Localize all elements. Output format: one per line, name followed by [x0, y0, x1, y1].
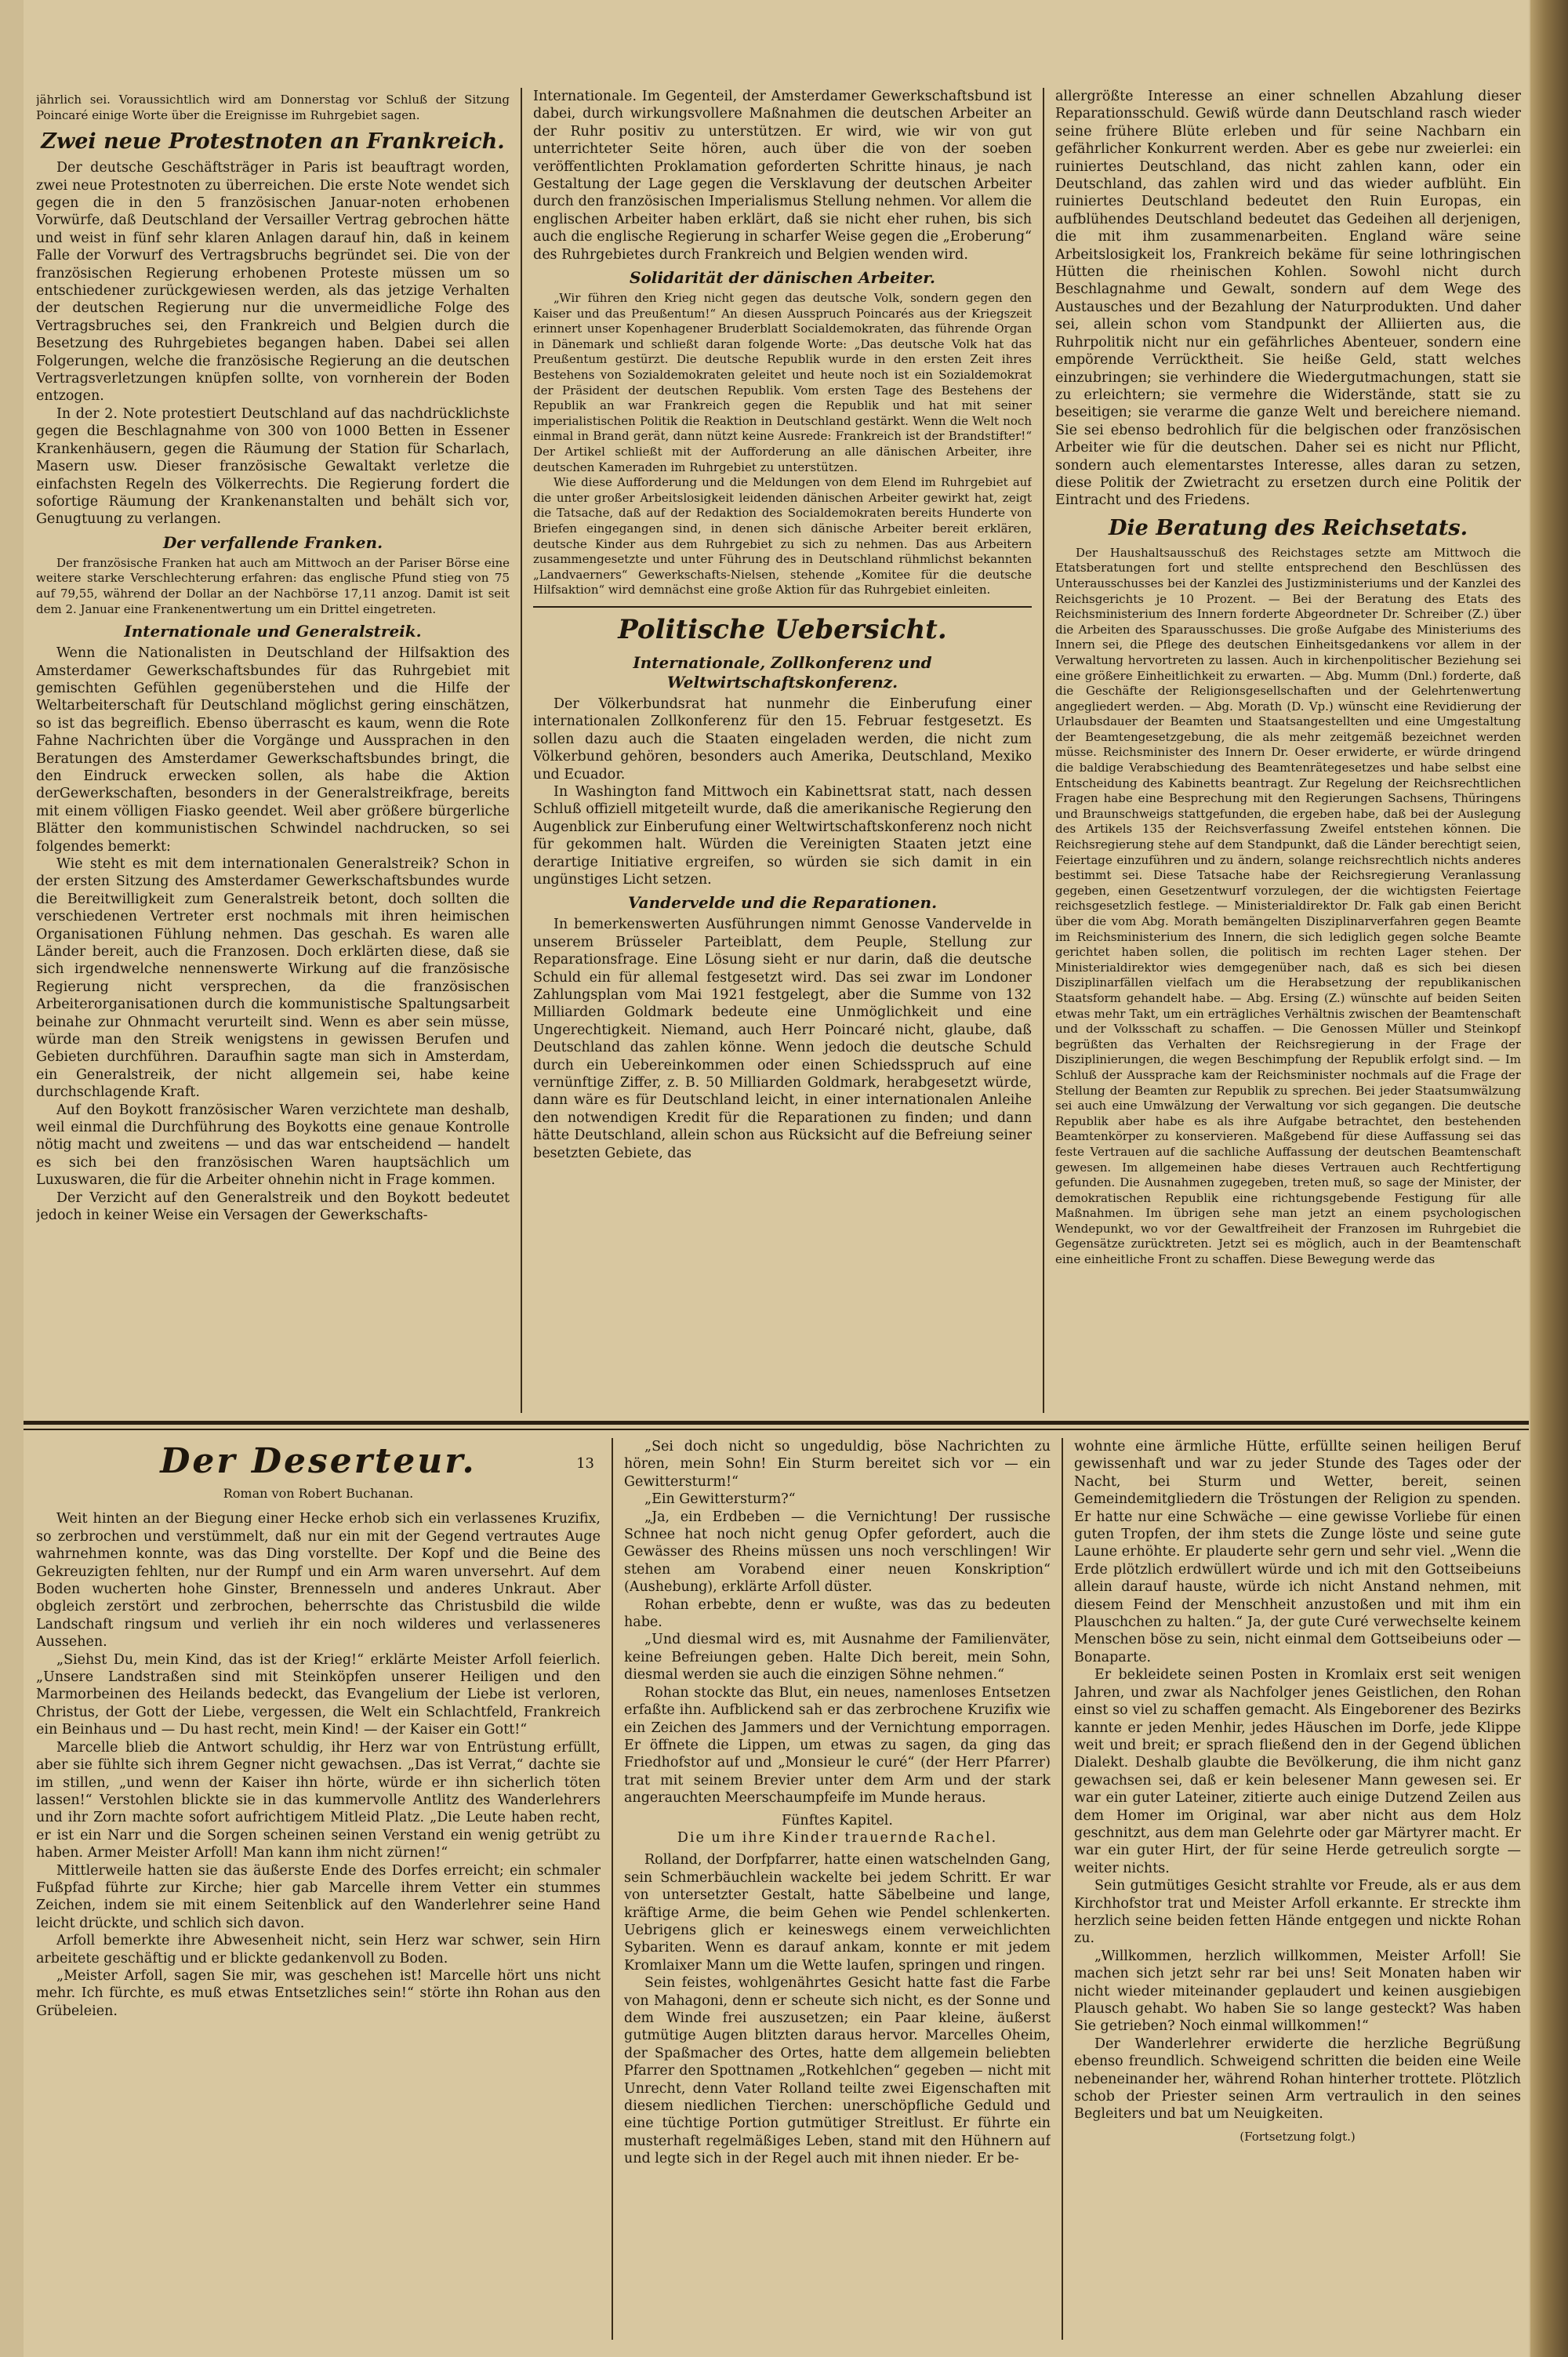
- headline-daenische-arbeiter: Solidarität der dänischen Arbeiter.: [630, 268, 935, 288]
- paragraph: „Meister Arfoll, sagen Sie mir, was geschehen ist! Marcelle hört uns nicht mehr. Ich fürchte, es muß etwas Entsetzliches sein!“ störte ihn Rohan aus den Grübeleien.: [36, 1967, 601, 2019]
- paragraph: „Und diesmal wird es, mit Ausnahme der Familienväter, keine Befreiungen geben. Halte Dich bereit, mein Sohn, diesmal werden sie auch die einzigen Söhne nehmen.“: [624, 1632, 1051, 1683]
- paragraph: Der Haushaltsausschuß des Reichstages setzte am Mittwoch die Etatsberatungen fort und stellte entsprechend den Beschlüssen des Unterausschusses bei der Kanzlei des Justizministeriums und der Kanzlei des Reichsgerichts je 10 Prozent. — Bei der Beratung des Etats des Reichsministerium des Innern forderte Abgeordneter Dr. Schreiber (Z.) über die Arbeiten des Sparausschusses. Die große Aufgabe des Ministeriums des Innern sei, die Pflege des deutschen Einheitsgedankens vor allem in der Verwaltung hervortreten zu lassen. Auch in kirchenpolitischer Beziehung sei eine größere Einheitlichkeit zu erwarten. — Abg. Mumm (Dnl.) forderte, daß die Geschäfte der Religionsgesellschaften und der Gelehrtenwertung angegliedert werden. — Abg. Morath (D. Vp.) wünscht eine Revidierung der Urlaubsdauer der Beamten und Staatsangestellten und eine Umgestaltung der Beamtengesetzgebung, die als mehr zeitgemäß bezeichnet werden müsse. Reichsminister des Innern Dr. Oeser erwiderte, er würde dringend die baldige Verabschiedung des Beamtenrätegesetzes und habe selbst eine Entscheidung des Kabinetts beantragt. Zur Regelung der Reichsrechtlichen Fragen habe eine Besprechung mit den Regierungen Sachsens, Thüringens und Braunschweigs stattgefunden, die ergeben habe, daß bei der Auslegung des Artikels 135 der Reichsverfassung Zweifel entstehen können. Die Reichsregierung stehe auf dem Standpunkt, daß die Länder berechtigt seien, Feiertage einzuführen und zu ändern, solange reichsrechtlich nichts anderes bestimmt sei. Diese Tatsache habe der Reichsregierung Veranlassung gegeben, einen Gesetzentwurf vorzulegen, der die wichtigsten Feiertage reichsgesetzlich festlege. — Ministerialdirektor Dr. Falk gab einen Bericht über die vom Abg. Morath bemängelten Disziplinarverfahren gegen Beamte im Reichsministerium des Innern, die sich lediglich gegen solche Beamte gerichtet haben sollen, die politisch im rechten Lager stehen. Der Ministerialdirektor wies demgegenüber nach, daß es sich bei diesen Disziplinarfällen vielfach um die Herabsetzung der republikanischen Staatsform gehandelt habe. — Abg. Ersing (Z.) wünschte auf beiden Seiten etwas mehr Takt, um ein erträgliches Verhältnis zwischen der Beamtenschaft und der Volksschaft zu schaffen. — Die Genossen Müller und Steinkopf begrüßten das Verhalten der Reichsregierung in der Frage der Disziplinierungen, die wegen Beschimpfung der Republik erfolgt sind. — Im Schluß der Aussprache kam der Reichsminister nochmals auf die Frage der Stellung der Beamten zur Republik zu sprechen. Bei jeder Staatsumwälzung sei auch eine Umwälzung der Verwaltung vor sich gegangen. Die deutsche Republik aber habe es als ihre Aufgabe betrachtet, den bestehenden Beamtenkörper zu konservieren. Maßgebend für diese Auffassung sei das feste Vertrauen auf die sachliche Auffassung der deutschen Beamtenschaft gewesen. Im allgemeinen habe dieses Vertrauen auch Rechtfertigung gefunden. Die Ausnahmen zugegeben, treten muß, so sage der Minister, der demokratischen Republik eine richtungsgebende Festigung für alle Maßnahmen. Im übrigen sehe man jetzt an einem psychologischen Wendepunkt, wo vor der Gewaltfreiheit der Franzosen im Ruhrgebiet die Gegensätze zurücktreten. Jetzt sei es möglich, auch in der Beamtenschaft eine einheitliche Front zu schaffen. Diese Bewegung werde das: [1055, 545, 1521, 1267]
- top-column-1: [36, 93, 510, 1410]
- paragraph: Er bekleidete seinen Posten in Kromlaix erst seit wenigen Jahren, und zwar als Nachfolger jenes Geistlichen, den Rohan einst so viel zu schaffen gemacht. Als Eingeborener des Bezirks kannte er jeden Menhir, jedes Häuschen im Dorfe, jede Klippe weit und breit; er sprach fließend den in der Gegend üblichen Dialekt. Deshalb glaubte die Bevölkerung, die ihm nicht ganz gewachsen sei, daß er kein belesener Mann gewesen sei. Er war ein guter Lateiner, zitierte auch einige Dutzend Zeilen aus dem Homer im Original, war aber nicht aus dem Holz geschnitzt, aus dem man Gelehrte oder gar Märtyrer macht. Er war ein guter Hirt, der für seine Herde getreulich sorgte — weiter nichts.: [1074, 1667, 1521, 1876]
- paragraph: Auf den Boykott französischer Waren verzichtete man deshalb, weil einmal die Durchführung des Boykotts eine genaue Kontrolle nötig macht und zweitens — und das war entscheidend — handelt es sich bei den französischen Waren hauptsächlich um Luxuswaren, die für die Arbeiter ohnehin nicht in Frage kommen.: [36, 1102, 510, 1189]
- intro-text: jährlich sei. Voraussichtlich wird am Donnerstag vor Schluß der Sitzung Poincaré einige Worte über die Ereignisse im Ruhrgebiet sagen.: [36, 93, 510, 122]
- paragraph: Der deutsche Geschäftsträger in Paris ist beauftragt worden, zwei neue Protestnoten zu überreichen. Die erste Note wendet sich gegen die in den 5 französischen Januar-noten erhobenen Vorwürfe, daß Deutschland der Versailler Vertrag gebrochen hätte und weist in fünf sehr klaren Anlagen darauf hin, daß in keinem Falle der Vorwurf des Vertragsbruchs begründet sei. Die von der französischen Regierung erhobenen Proteste müssen um so entschiedener zurückgewiesen werden, als das jetzige Verhalten der deutschen Regierung nur die unvermeidliche Folge des Vertragsbruches sei, den Frankreich und Belgien durch die Besetzung des Ruhrgebietes begangen haben. Dabei sei allen Folgerungen, welche die französische Regierung an die deutschen Vertragsverletzungen knüpfen sollte, von vornherein der Boden entzogen.: [36, 160, 510, 405]
- section-divider: [24, 1421, 1529, 1425]
- column-rule: [1062, 1438, 1063, 2340]
- paragraph: Arfoll bemerkte ihre Abwesenheit nicht, sein Herz war schwer, sein Hirn arbeitete geschäftig und er blickte gedankenvoll zu Boden.: [36, 1933, 601, 1967]
- serial-column-3: [1074, 1438, 1521, 2340]
- serial-column-1: [36, 1438, 601, 2340]
- top-column-3: [1055, 88, 1521, 1413]
- paragraph: In Washington fand Mittwoch ein Kabinettsrat statt, nach dessen Schluß offiziell mitgeteilt wurde, daß die amerikanische Regierung den Augenblick zur Einberufung einer Weltwirtschaftskonferenz noch nicht für gekommen halt. Würden die Vereinigten Staaten jetzt eine derartige Initiative ergreifen, so würden sie sich damit in ein ungünstiges Licht setzen.: [533, 783, 1032, 888]
- headline-franken: Der verfallende Franken.: [162, 532, 383, 552]
- chapter-heading: Fünftes Kapitel.: [782, 1812, 893, 1829]
- paragraph: Rohan stockte das Blut, ein neues, namenloses Entsetzen erfaßte ihn. Aufblickend sah er das zerbrochene Kruzifix wie ein Zeichen des Jammers und der Vernichtung emporragen. Er öffnete die Lippen, um etwas zu sagen, da ging das Friedhofstor auf und „Monsieur le curé“ (der Herr Pfarrer) trat mit seinem Brevier unter dem Arm und der stark angerauchten Meerschaumpfeife im Munde heraus.: [624, 1684, 1051, 1807]
- top-column-2: [533, 88, 1032, 1413]
- serial-title: Der Deserteur.: [160, 1441, 477, 1481]
- headline-zollkonferenz: Internationale, Zollkonferenz und Weltwirtschaftskonferenz.: [633, 652, 932, 692]
- paragraph: „Willkommen, herzlich willkommen, Meister Arfoll! Sie machen sich jetzt sehr rar bei uns! Seit Monaten haben wir nicht wieder miteinander geplaudert und keinen ausgiebigen Plausch gehabt. Wo haben Sie so lange gesteckt? Was haben Sie getrieben? Noch einmal willkommen!“: [1074, 1948, 1521, 2035]
- section-title-politische-uebersicht: Politische Uebersicht.: [533, 606, 1032, 645]
- continuation-note: (Fortsetzung folgt.): [1240, 2129, 1356, 2144]
- paragraph: Rolland, der Dorfpfarrer, hatte einen watschelnden Gang, sein Schmerbäuchlein wackelte bei jedem Schritt. Er war von untersetzter Gestalt, hatte Säbelbeine und lange, kräftige Arme, die beim Gehen wie Pendel schlenkerten. Uebrigens glich er keineswegs einem verweichlichten Sybariten. Wenn es darauf ankam, konnte er mit jedem Kromlaixer Mann um die Wette laufen, springen und ringen.: [624, 1852, 1051, 1974]
- section-divider-thin: [24, 1429, 1529, 1430]
- paragraph: Wenn die Nationalisten in Deutschland der Hilfsaktion des Amsterdamer Gewerkschaftsbundes für das Ruhrgebiet mit gemischten Gefühlen gegenüberstehen und die Hilfe der Weltarbeiterschaft für Deutschland möglichst gering einschätzen, so ist das begreiflich. Ebenso überrascht es kaum, wenn die Rote Fahne Nachrichten über die Vorgänge und Aussprachen in den Beratungen des Amsterdamer Gewerkschaftsbundes bringt, die den Eindruck erwecken sollen, als habe die Aktion derGewerkschaften, besonders in der Generalstreikfrage, bereits mit einem völligen Fiasko geendet. Weil aber größere bürgerliche Blätter den kommunistischen Schwindel nachdrucken, so sei folgendes bemerkt:: [36, 645, 510, 855]
- paragraph: Rohan erbebte, denn er wußte, was das zu bedeuten habe.: [624, 1596, 1051, 1631]
- paragraph: Wie diese Aufforderung und die Meldungen von dem Elend im Ruhrgebiet auf die unter großer Arbeitslosigkeit leidenden dänischen Arbeiter gewirkt hat, zeigt die Tatsache, daß auf der Redaktion des Socialdemokraten bereits Hunderte von Briefen eingegangen sind, in denen sich dänische Arbeiter bereit erklären, deutsche Kinder aus dem Ruhrgebiet zu sich zu nehmen. Das aus Arbeitern zusammengesetzte und unter Führung des in Deutschland rühmlichst bekannten „Landvaerners“ Gewerkschafts-Nielsen, stehende „Komitee für die deutsche Hilfsaktion“ wird demnächst eine große Aktion für das Ruhrgebiet einleiten.: [533, 475, 1032, 597]
- paragraph: Sein gutmütiges Gesicht strahlte vor Freude, als er aus dem Kirchhofstor trat und Meister Arfoll erkannte. Er streckte ihm herzlich seine beiden fetten Hände entgegen und nickte Rohan zu.: [1074, 1878, 1521, 1947]
- serial-column-2: [624, 1438, 1051, 2340]
- serial-byline: Roman von Robert Buchanan.: [223, 1486, 414, 1501]
- headline-protest: Zwei neue Protestnoten an Frankreich.: [41, 129, 505, 154]
- serial-installment-number: 13: [576, 1455, 594, 1472]
- paragraph: Der Völkerbundsrat hat nunmehr die Einberufung einer internationalen Zollkonferenz für den 15. Februar festgesetzt. Es sollen dazu auch die Staaten eingeladen werden, die nicht zum Völkerbund gehören, besonders auch Amerika, Deutschland, Mexiko und Ecuador.: [533, 695, 1032, 783]
- column-rule: [1043, 88, 1044, 1413]
- paragraph: Marcelle blieb die Antwort schuldig, ihr Herz war von Entrüstung erfüllt, aber sie fühlte sich ihrem Gegner nicht gewachsen. „Das ist Verrat,“ dachte sie im stillen, „und wenn der Kaiser ihn hörte, würde er ihn sicherlich töten lassen!“ Verstohlen blickte sie in das kummervolle Antlitz des Wanderlehrers und ihr Zorn machte sofort aufrichtigem Mitleid Platz. „Die Leute haben recht, er ist ein Narr und die Sorgen scheinen seinen Verstand ein wenig getrübt zu haben. Armer Meister Arfoll! Man kann ihm nicht zürnen!“: [36, 1739, 601, 1861]
- paragraph: Internationale. Im Gegenteil, der Amsterdamer Gewerkschaftsbund ist dabei, durch wirkungsvollere Maßnahmen die deutschen Arbeiter an der Ruhr positiv zu unterstützen. Er wird, wie wir von gut unterrichteter Seite hören, auch über die von der soeben veröffentlichten Proklamation geforderten Schritte hinaus, je nach Gestaltung der Lage gegen die Versklavung der deutschen Arbeiter durch den französischen Imperialismus Stellung nehmen. Vor allem die englischen Arbeiter haben erklärt, daß sie nicht eher ruhen, bis sich auch die englische Regierung in scharfer Weise gegen die „Eroberung“ des Ruhrgebietes durch Frankreich und Belgien wenden wird.: [533, 89, 1032, 263]
- paragraph: Der Verzicht auf den Generalstreik und den Boykott bedeutet jedoch in keiner Weise ein Versagen der Gewerkschafts-: [36, 1189, 510, 1224]
- paragraph: Wie steht es mit dem internationalen Generalstreik? Schon in der ersten Sitzung des Amsterdamer Gewerkschaftsbundes wurde die Bereitwilligkeit zum Generalstreik betont, doch sollten die verschiedenen Vertreter erst nochmals mit ihren heimischen Organisationen Fühlung nehmen. Das geschah. Es waren alle Länder bereit, auch die Franzosen. Doch erklärten diese, daß sie sich irgendwelche nennenswerte Wirkung auf die französische Regierung nicht versprechen, da die französischen Arbeiterorganisationen durch die kommunistische Spaltungsarbeit beinahe zur Ohnmacht verurteilt sind. Wenn es aber sein müsse, würde man den Streik wenigstens in gewissen Berufen und Gebieten durchführen. Daraufhin sagte man sich in Amsterdam, ein Generalstreik, der nicht allgemein sei, habe keine durchschlagende Kraft.: [36, 855, 510, 1101]
- headline-vandervelde: Vandervelde und die Reparationen.: [627, 893, 938, 913]
- paragraph: „Ein Gewittersturm?“: [644, 1491, 796, 1508]
- paragraph: Mittlerweile hatten sie das äußerste Ende des Dorfes erreicht; ein schmaler Fußpfad führte zur Kirche; hier gab Marcelle ihrem Vetter ein stummes Zeichen, indem sie mit einem Seitenblick auf den Wanderlehrer seine Hand leicht drückte, und schlich sich davon.: [36, 1862, 601, 1931]
- column-rule: [521, 88, 522, 1413]
- headline-reichsetat: Die Beratung des Reichsetats.: [1109, 515, 1468, 540]
- paragraph: „Wir führen den Krieg nicht gegen das deutsche Volk, sondern gegen den Kaiser und das Preußentum!“ An diesen Ausspruch Poincarés aus der Kriegszeit erinnert unser Kopenhagener Bruderblatt Socialdemokraten, das führende Organ in Dänemark und schließt daran folgende Worte: „Das deutsche Volk hat das Preußentum gestürzt. Die deutsche Republik wurde in den ersten Zeit ihres Bestehens von Sozialdemokraten geleitet und heute noch ist ein Sozialdemokrat der Präsident der deutschen Republik. Vom ersten Tage des Bestehens der Republik an war Frankreich gegen die Republik und hat mit seiner imperialistischen Politik die Reaktion in Deutschland gestärkt. Wenn die Welt noch einmal in Brand gerät, dann nützt keine Ausrede: Frankreich ist der Brandstifter!“ Der Artikel schließt mit der Aufforderung an alle dänischen Arbeiter, ihre deutschen Kameraden im Ruhrgebiet zu unterstützen.: [533, 291, 1032, 474]
- headline-generalstreik: Internationale und Generalstreik.: [124, 622, 422, 641]
- paragraph: In bemerkenswerten Ausführungen nimmt Genosse Vandervelde in unserem Brüsseler Parteiblatt, dem Peuple, Stellung zur Reparationsfrage. Eine Lösung sieht er nur darin, daß die deutsche Schuld ein für allemal festgesetzt wird. Das sei zwar im Londoner Zahlungsplan vom Mai 1921 festgelegt, aber die Summe von 132 Milliarden Goldmark bedeute eine Unmöglichkeit und eine Ungerechtigkeit. Niemand, auch Herr Poincaré nicht, glaube, daß Deutschland das zahlen könne. Wenn jedoch die deutsche Schuld durch ein Uebereinkommen oder einen Schiedsspruch auf eine vernünftige Ziffer, z. B. 50 Milliarden Goldmark, herabgesetzt würde, dann wäre es für Deutschland leicht, in einer internationalen Anleihe den notwendigen Kredit für die Reparationen zu finden; und dann hätte Deutschland, allein schon aus Rücksicht auf die Befreiung seiner besetzten Gebiete, das: [533, 917, 1032, 1161]
- paragraph: Der französische Franken hat auch am Mittwoch an der Pariser Börse eine weitere starke Verschlechterung erfahren: das englische Pfund stieg von 75 auf 79,55, während der Dollar an der Nachbörse 17,11 anzog. Damit ist seit dem 2. Januar eine Frankenentwertung um ein Drittel eingetreten.: [36, 555, 510, 616]
- paragraph: wohnte eine ärmliche Hütte, erfüllte seinen heiligen Beruf gewissenhaft und war zu jeder Stunde des Tages oder der Nacht, bei Sturm und Wetter, bereit, seinen Gemeindemitgliedern die Tröstungen der Religion zu spenden. Er hatte nur eine Schwäche — eine gewisse Vorliebe für einen guten Tropfen, der ihm stets die Zunge löste und seine gute Laune erhöhte. Er plauderte sehr gern und sehr viel. „Wenn die Erde plötzlich erdwüllert würde und ich mit den Gottseibeiuns allein darauf hauste, würde ich nicht Anstand nehmen, mit diesem Feind der Menschheit anzustoßen und mit ihm ein Plauschchen zu halten.“ Ja, der gute Curé verwechselte keinem Menschen böse zu sein, nicht einmal dem Gottseibeiuns oder — Bonaparte.: [1074, 1439, 1521, 1665]
- paragraph: Der Wanderlehrer erwiderte die herzliche Begrüßung ebenso freundlich. Schweigend schritten die beiden eine Weile nebeneinander her, während Rohan hinterher trottete. Plötzlich schob der Priester seinen Arm vertraulich in den seines Begleiters und bat um Neuigkeiten.: [1074, 2036, 1521, 2123]
- paragraph: allergrößte Interesse an einer schnellen Abzahlung dieser Reparationsschuld. Gewiß würde dann Deutschland rasch wieder seine frühere Blüte erleben und für seine Nachbarn ein gefährlicher Konkurrent werden. Aber es gebe nur zweierlei: ein ruiniertes Deutschland, das nicht zahlen kann, oder ein Deutschland, das zahlen wird und das wieder aufblüht. Ein ruiniertes Deutschland bedeutet den Ruin Europas, ein aufblühendes Deutschland bedeutet das Gedeihen all derjenigen, die mit ihm zusammenarbeiten. England wäre seine Arbeitslosigkeit los, Frankreich bekäme für seine lothringischen Hütten die rheinischen Kohlen. Sowohl nicht durch Beschlagnahme und Gewalt, sondern auf dem Wege des Austausches und der Bezahlung der Naturprodukten. Und daher sei, allein schon vom Standpunkt der Alliierten aus, die Ruhrpolitik nicht nur ein gefährliches Abenteuer, sondern eine empörende Verrücktheit. Sie heiße Geld, statt welches einzubringen; sie verhindere die Wiedergutmachungen, statt sie zu erleichtern; sie vermehre die Widerstände, statt sie zu beseitigen; sie verarme die ganze Welt und bereichere niemand. Sie sei ebenso bedrohlich für die belgischen oder französischen Arbeiter wie für die deutschen. Daher sei es nicht nur Pflicht, sondern auch elementarstes Interesse, alles daran zu setzen, diese Politik der Zwietracht zu ersetzen durch eine Politik der Eintracht und des Friedens.: [1055, 89, 1521, 509]
- paragraph: „Siehst Du, mein Kind, das ist der Krieg!“ erklärte Meister Arfoll feierlich. „Unsere Landstraßen sind mit Steinköpfen unserer Heiligen und den Marmorbeinen des Heilands bedeckt, das Evangelium der Liebe ist verloren, Christus, der Gott der Liebe, vergessen, die Welt ein Schlachtfeld, Frankreich ein Beinhaus und — Du hast recht, mein Kind! — der Kaiser ein Gott!“: [36, 1651, 601, 1738]
- paragraph: Sein feistes, wohlgenährtes Gesicht hatte fast die Farbe von Mahagoni, denn er scheute sich nicht, es der Sonne und dem Winde frei auszusetzen; ein Paar kleine, äußerst gutmütige Augen blitzten daraus hervor. Marcelles Oheim, der Spaßmacher des Ortes, hatte dem allgemein beliebten Pfarrer den Spottnamen „Rotkehlchen“ gegeben — nicht mit Unrecht, denn Vater Rolland teilte zwei Eigenschaften mit diesem niedlichen Tierchen: unerschöpfliche Geduld und eine tüchtige Portion gutmütiger Streitlust. Er führte ein musterhaft regelmäßiges Leben, stand mit den Hühnern auf und legte sich in der Regel auch mit ihnen nieder. Er be-: [624, 1975, 1051, 2167]
- paragraph: „Sei doch nicht so ungeduldig, böse Nachrichten zu hören, mein Sohn! Ein Sturm bereitet sich vor — ein Gewittersturm!“: [624, 1439, 1051, 1490]
- column-rule: [612, 1438, 613, 2340]
- paragraph: „Ja, ein Erdbeben — die Vernichtung! Der russische Schnee hat noch nicht genug Opfer gefordert, auch die Gewässer des Rheins müssen uns noch verschlingen! Wir stehen am Vorabend einer neuen Konskription“ (Aushebung), erklärte Arfoll düster.: [624, 1509, 1051, 1596]
- chapter-subtitle: Die um ihre Kinder trauernde Rachel.: [677, 1829, 998, 1846]
- binding-spine: [1530, 0, 1568, 2357]
- paragraph: Weit hinten an der Biegung einer Hecke erhob sich ein verlassenes Kruzifix, so zerbrochen und verstümmelt, daß nur ein mit der Gegend vertrautes Auge wahrnehmen konnte, was das Ding vorstellte. Der Kopf und die Beine des Gekreuzigten fehlten, nur der Rumpf und ein Arm waren unversehrt. Auf dem Boden wucherten hohe Ginster, Brennesseln und anderes Unkraut. Aber obgleich zerstört und zerbrochen, beherrschte das Christusbild die wilde Landschaft ringsum und verlieh ihr ein noch wilderes und verlasseneres Aussehen.: [36, 1511, 601, 1651]
- paragraph: In der 2. Note protestiert Deutschland auf das nachdrücklichste gegen die Beschlagnahme von 300 von 1000 Betten in Essener Krankenhäusern, gegen die Räumung der Station für Scharlach, Masern usw. Dieser französische Gewaltakt verletze die einfachsten Regeln des Völkerrechts. Die Regierung fordert die sofortige Räumung der Krankenanstalten und behält sich vor, Genugtuung zu verlangen.: [36, 405, 510, 528]
